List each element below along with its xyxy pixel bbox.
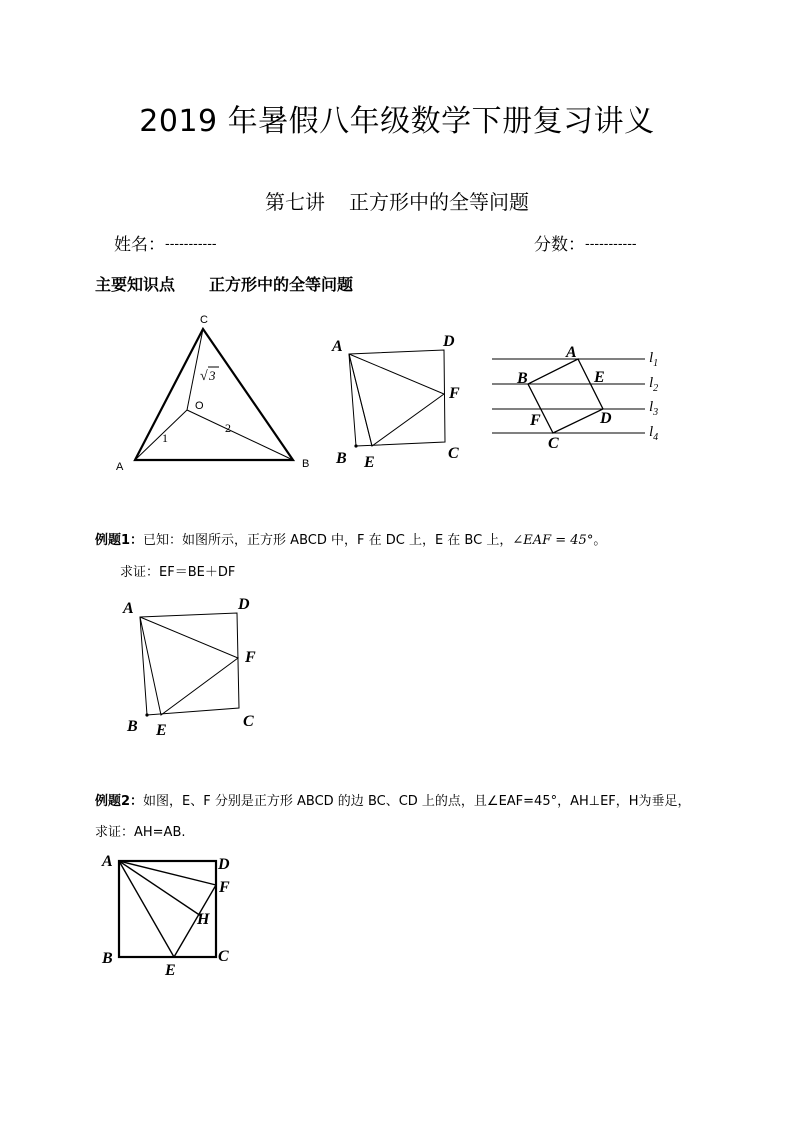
pp-e-label: E bbox=[594, 369, 605, 386]
point-c-label: C bbox=[448, 445, 459, 462]
ex1-c-label: C bbox=[243, 713, 254, 730]
label-l4: $l_4$ bbox=[649, 424, 659, 443]
ex2-f-label: F bbox=[219, 879, 230, 896]
lecture-number: 第七讲 bbox=[265, 190, 325, 214]
vertex-a-label: A bbox=[116, 461, 124, 473]
vertex-c-label: C bbox=[200, 314, 208, 326]
example2-prove: 求证：AH=AB. bbox=[95, 825, 186, 840]
point-d-label: D bbox=[443, 333, 455, 350]
example1-prove: 求证：EF＝BE＋DF bbox=[120, 565, 236, 580]
ex2-e-label: E bbox=[165, 962, 176, 979]
point-f-label: F bbox=[449, 385, 460, 402]
label-l2: $l_2$ bbox=[649, 375, 659, 394]
ex1-d-label: D bbox=[238, 596, 250, 613]
pp-c-label: C bbox=[548, 435, 559, 452]
ex1-e-label: E bbox=[156, 722, 167, 739]
example1-angle: ∠EAF = 45° bbox=[512, 533, 594, 548]
vertex-b-label: B bbox=[302, 458, 310, 470]
length-oa-label: 1 bbox=[162, 431, 168, 445]
pp-d-label: D bbox=[600, 410, 612, 427]
ex2-b-label: B bbox=[102, 950, 113, 967]
name-label: 姓名： bbox=[114, 235, 165, 255]
page-title: 2019 年暑假八年级数学下册复习讲义 bbox=[139, 104, 655, 139]
length-ob-label: 2 bbox=[225, 421, 231, 435]
ex1-f-label: F bbox=[245, 649, 256, 666]
score-label: 分数： bbox=[534, 235, 585, 255]
length-oc-label: 3 bbox=[209, 368, 216, 383]
example2-text: 如图，E、F 分别是正方形 ABCD 的边 BC、CD 上的点，且∠EAF=45°，AH⊥EF，H为垂足， bbox=[143, 794, 691, 809]
example1-label: 例题1： bbox=[95, 533, 144, 548]
ex2-a-label: A bbox=[102, 853, 113, 870]
pp-b-label: B bbox=[517, 370, 528, 387]
lecture-topic: 正方形中的全等问题 bbox=[349, 190, 529, 214]
example1-text: 已知：如图所示，正方形 ABCD 中，F 在 DC 上，E 在 BC 上， bbox=[143, 533, 513, 548]
ex2-segment-af bbox=[119, 861, 216, 885]
ex2-segment-ah bbox=[119, 861, 201, 916]
sqrt-sign: √ bbox=[200, 369, 208, 384]
ex2-c-label: C bbox=[218, 948, 229, 965]
name-blank: ----------- bbox=[165, 237, 217, 252]
ex2-h-label: H bbox=[197, 911, 210, 928]
point-b-label: B bbox=[336, 450, 347, 467]
label-l3: $l_3$ bbox=[649, 399, 659, 418]
pp-f-label: F bbox=[530, 412, 541, 429]
ex2-d-label: D bbox=[218, 856, 230, 873]
section-label: 主要知识点 bbox=[95, 275, 176, 294]
point-a-label: A bbox=[332, 338, 343, 355]
ex1-b-label: B bbox=[127, 718, 138, 735]
label-l1: $l_1$ bbox=[649, 350, 659, 369]
ex1-a-label: A bbox=[123, 600, 134, 617]
ex2-segment-ef bbox=[174, 885, 216, 957]
example2-label: 例题2： bbox=[95, 794, 144, 809]
point-o-label: O bbox=[195, 400, 204, 412]
pp-a-label: A bbox=[566, 344, 577, 361]
point-e-label: E bbox=[364, 454, 375, 471]
ex2-segment-ae bbox=[119, 861, 174, 957]
example1-period: 。 bbox=[593, 533, 607, 548]
score-blank: ----------- bbox=[585, 237, 637, 252]
section-topic: 正方形中的全等问题 bbox=[209, 275, 354, 294]
